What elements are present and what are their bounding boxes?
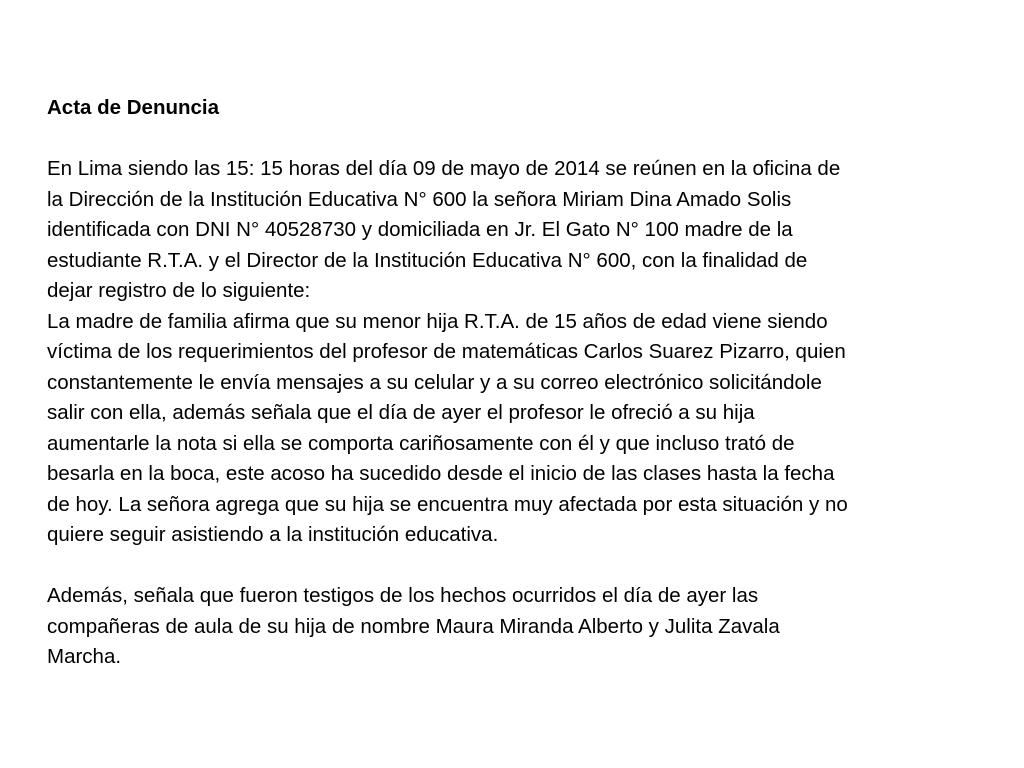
paragraph-line: víctima de los requerimientos del profesor de matemáticas Carlos Suarez Pizarro, quien — [47, 340, 846, 363]
paragraph-line: identificada con DNI N° 40528730 y domiciliada en Jr. El Gato N° 100 madre de la — [47, 218, 793, 241]
paragraph-line: la Dirección de la Institución Educativa N° 600 la señora Miriam Dina Amado Solis — [47, 187, 792, 211]
paragraph-complaint — [47, 307, 977, 551]
paragraph-line: Además, señala que fueron testigos de los hechos ocurridos el día de ayer las — [47, 584, 759, 607]
paragraph-line: dejar registro de lo siguiente: — [47, 279, 311, 302]
paragraph-line: salir con ella, además señala que el día de ayer el profesor le ofreció a su hija — [47, 401, 755, 424]
paragraph-line: compañeras de aula de su hija de nombre Maura Miranda Alberto y Julita Zavala — [47, 614, 780, 638]
paragraph-line: constantemente le envía mensajes a su celular y a su correo electrónico solicitándole — [47, 370, 822, 394]
paragraph-line: La madre de familia afirma que su menor hija R.T.A. de 15 años de edad viene siendo — [47, 309, 828, 333]
paragraph-line: Marcha. — [47, 645, 122, 668]
paragraph-witnesses — [47, 581, 977, 673]
document-title: Acta de Denuncia — [47, 96, 220, 119]
paragraph-meeting — [47, 154, 977, 307]
paragraph-line: En Lima siendo las 15: 15 horas del día 09 de mayo de 2014 se reúnen en la oficina de — [47, 157, 841, 180]
paragraph-line: quiere seguir asistiendo a la institución educativa. — [47, 523, 499, 546]
spacer — [47, 124, 977, 155]
paragraph-line: de hoy. La señora agrega que su hija se encuentra muy afectada por esta situación y no — [47, 492, 848, 516]
document-body — [47, 93, 977, 673]
paragraph-line: aumentarle la nota si ella se comporta cariñosamente con él y que incluso trató de — [47, 431, 795, 455]
paragraph-line: besarla en la boca, este acoso ha sucedido desde el inicio de las clases hasta la fecha — [47, 462, 835, 485]
paragraph-line: estudiante R.T.A. y el Director de la Institución Educativa N° 600, con la finalidad de — [47, 248, 808, 272]
spacer — [47, 551, 977, 582]
